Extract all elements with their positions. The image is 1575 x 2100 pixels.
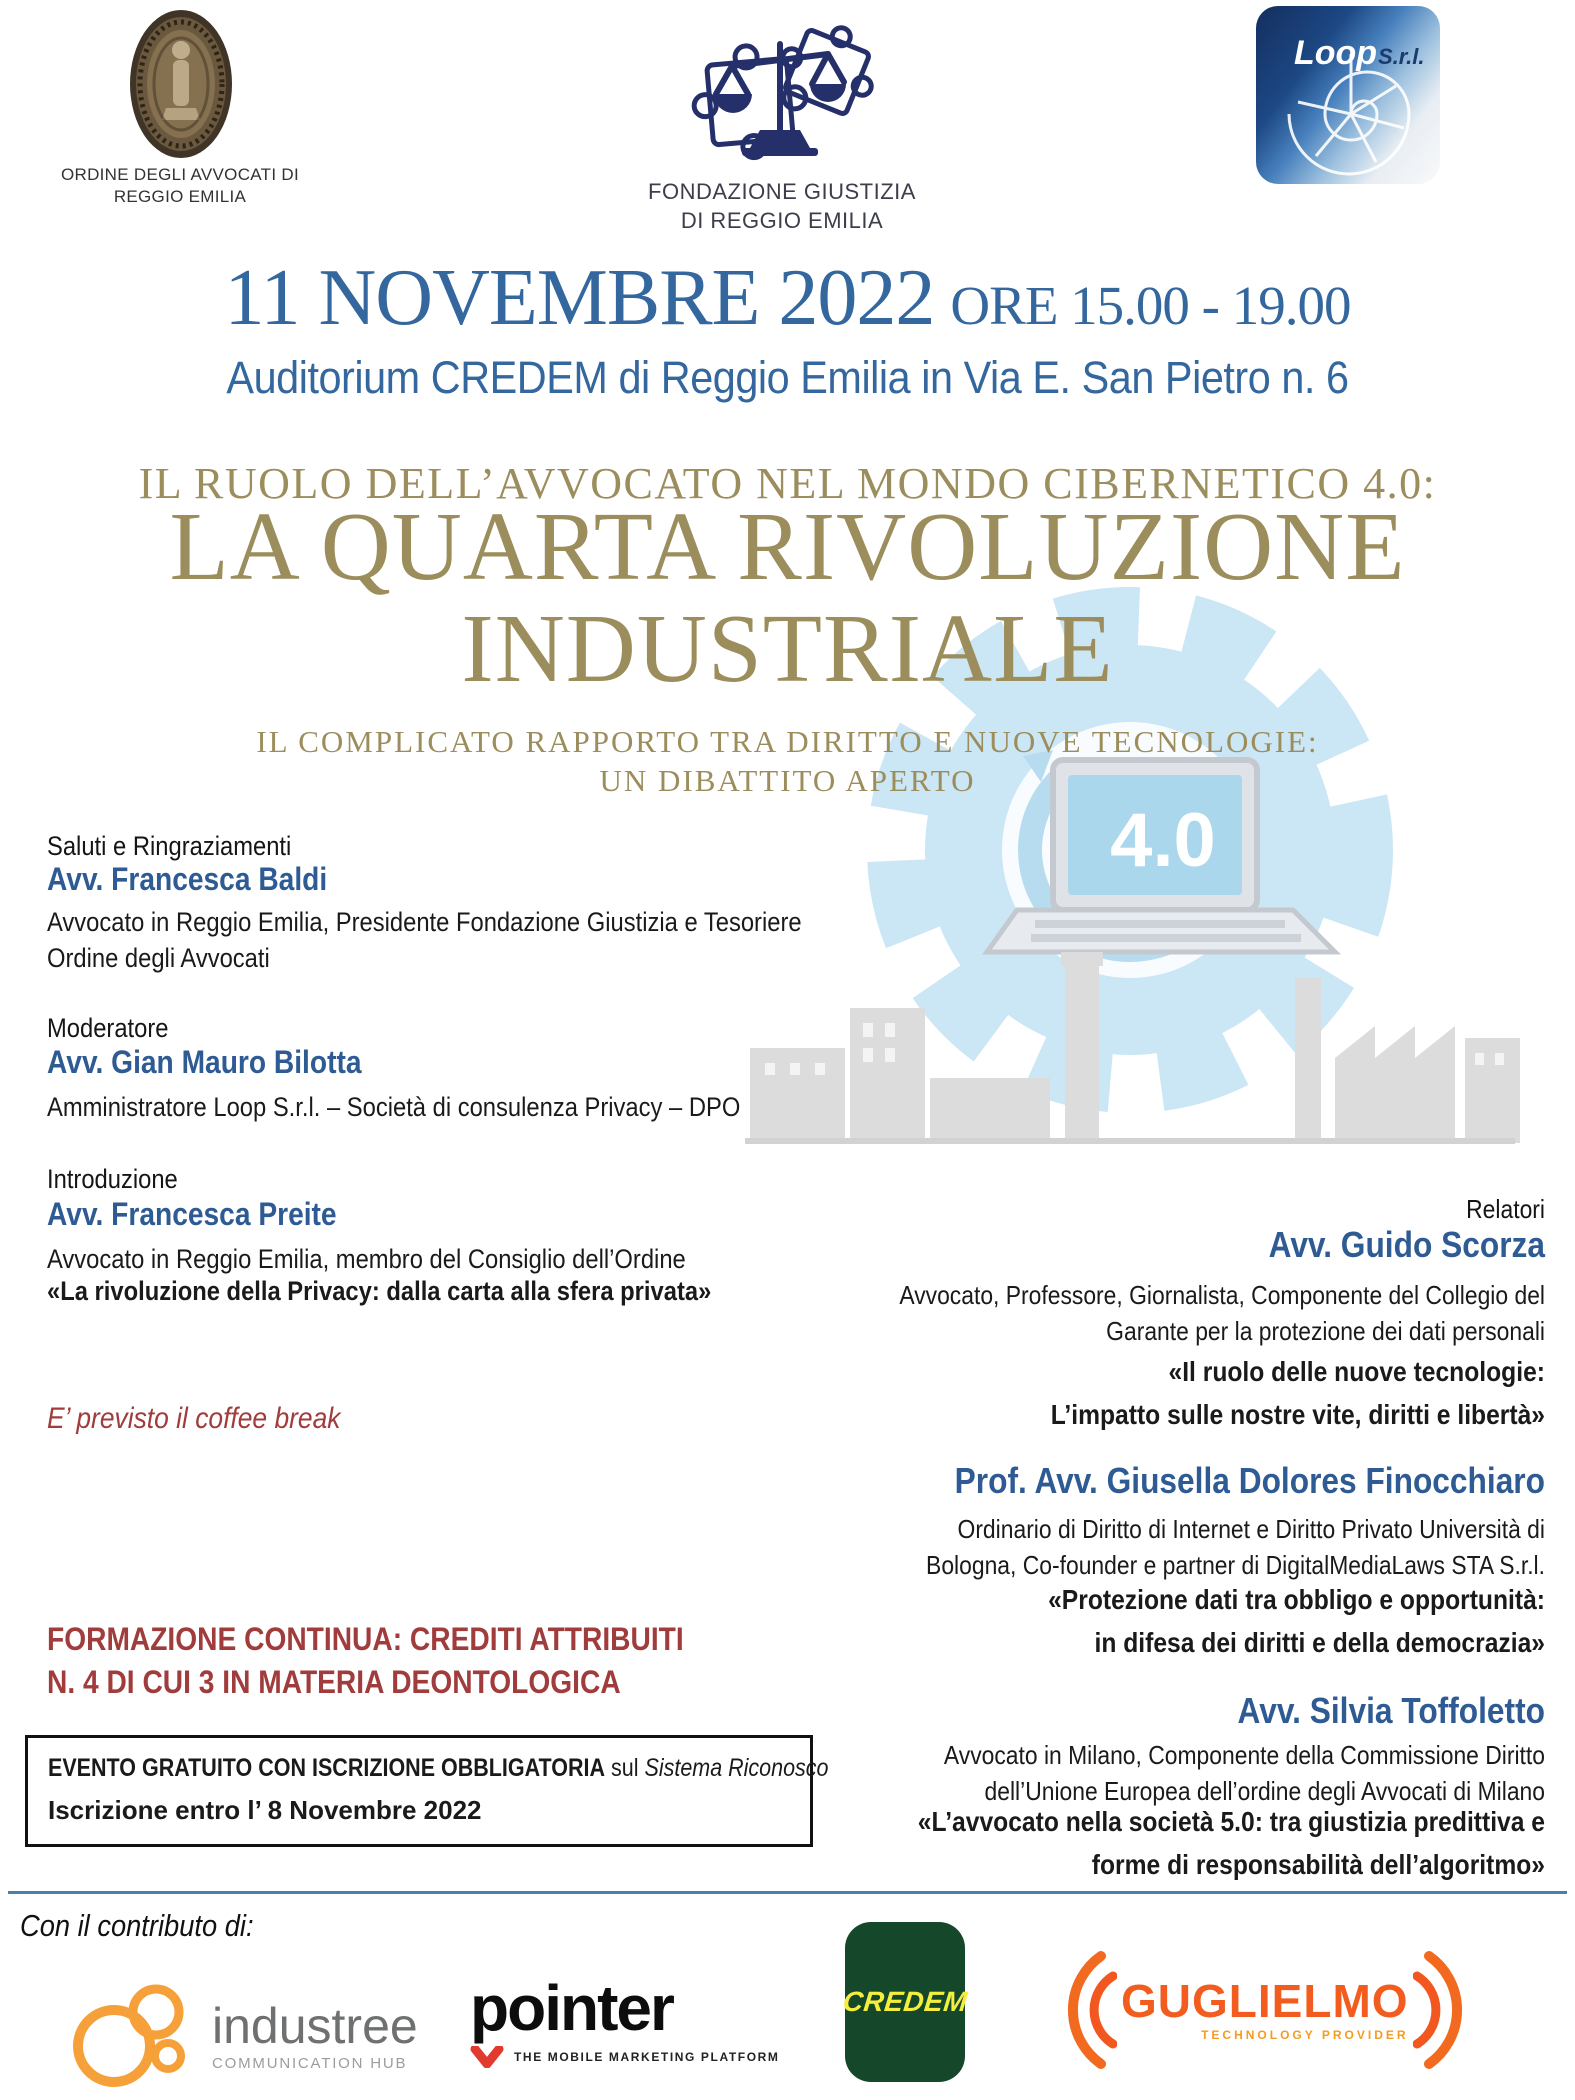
role-introduzione: Introduzione <box>47 1164 178 1194</box>
industree-text <box>212 1997 418 2072</box>
relatori-label: Relatori <box>1466 1194 1545 1224</box>
credits-line2: N. 4 DI CUI 3 IN MATERIA DEONTOLOGICA <box>47 1664 621 1701</box>
loop-suffix: S.r.l. <box>1378 44 1425 69</box>
speaker-toffoletto-desc-line2: dell’Unione Europea dell’ordine degli Avvocati di Milano <box>984 1775 1545 1806</box>
registration-box <box>25 1735 829 1847</box>
speaker-toffoletto-talk <box>876 1800 1545 1887</box>
speaker-scorza-desc-line1: Avvocato, Professore, Giornalista, Componente del Collegio del <box>899 1280 1545 1310</box>
speaker-finocchiaro-talk-line2: in difesa dei diritti e della democrazia» <box>1094 1627 1545 1659</box>
speaker-preite-talk: «La rivoluzione della Privacy: dalla carta alla sfera privata» <box>47 1276 712 1306</box>
registration-italic: Sistema Riconosco <box>644 1754 829 1782</box>
coffee-break-note: E’ previsto il coffee break <box>47 1402 341 1435</box>
speaker-scorza-talk-line1: «Il ruolo delle nuove tecnologie: <box>1168 1356 1545 1387</box>
registration-deadline: Iscrizione entro l’ 8 Novembre 2022 <box>48 1795 482 1825</box>
event-time: ORE 15.00 - 19.00 <box>950 275 1351 336</box>
role-moderatore: Moderatore <box>47 1013 169 1043</box>
speaker-scorza-desc-line2: Garante per la protezione dei dati personali <box>1106 1315 1545 1346</box>
ordine-caption <box>40 164 320 208</box>
footer-label: Con il contributo di: <box>20 1908 254 1943</box>
speaker-finocchiaro-desc-line1: Ordinario di Diritto di Internet e Diritto Privato Università di <box>957 1514 1545 1544</box>
industree-name: industree <box>212 1997 418 2054</box>
speaker-toffoletto-desc-line1: Avvocato in Milano, Componente della Commissione Diritto <box>943 1740 1545 1770</box>
speaker-scorza-name: Avv. Guido Scorza <box>1268 1224 1545 1265</box>
event-title-line1: LA QUARTA RIVOLUZIONE <box>169 493 1406 600</box>
event-date-line <box>0 254 1575 342</box>
fondazione-caption <box>612 178 952 235</box>
watermark-4-0-label: 4.0 <box>1110 798 1216 883</box>
speaker-finocchiaro-talk <box>876 1578 1545 1665</box>
industree-logo <box>62 1984 418 2088</box>
guglielmo-name: GUGLIELMO <box>1121 1975 1409 2027</box>
speaker-baldi-desc-line2: Ordine degli Avvocati <box>47 942 270 973</box>
speaker-toffoletto-talk-line2: forme di responsabilità dell’algoritmo» <box>1091 1849 1545 1881</box>
guglielmo-tagline: TECHNOLOGY PROVIDER <box>1201 2028 1409 2042</box>
guglielmo-left-waves-icon <box>1055 1950 1117 2070</box>
event-venue: Auditorium CREDEM di Reggio Emilia in Via E. San Pietro n. 6 <box>226 352 1349 403</box>
pointer-name: pointer <box>470 1972 673 2044</box>
fondazione-caption-line2: DI REGGIO EMILIA <box>680 207 884 233</box>
speaker-finocchiaro-desc-line2: Bologna, Co-founder e partner di DigitalMediaLaws STA S.r.l. <box>926 1549 1545 1580</box>
event-subtitle-line2: UN DIBATTITO APERTO <box>599 763 976 798</box>
speaker-scorza-talk-line2: L’impatto sulle nostre vite, diritti e libertà» <box>1050 1399 1545 1431</box>
speaker-toffoletto-name: Avv. Silvia Toffoletto <box>1237 1690 1545 1731</box>
loop-nautilus-icon <box>1256 6 1440 184</box>
event-title-line2: INDUSTRIALE <box>461 595 1114 702</box>
guglielmo-logo <box>1055 1950 1475 2070</box>
speaker-finocchiaro-name: Prof. Avv. Giusella Dolores Finocchiaro <box>954 1460 1545 1501</box>
speaker-preite-name: Avv. Francesca Preite <box>47 1196 337 1232</box>
speaker-baldi-desc <box>47 905 802 977</box>
speaker-finocchiaro-talk-line1: «Protezione dati tra obbligo e opportunità: <box>1048 1584 1545 1615</box>
registration-bold: EVENTO GRATUITO CON ISCRIZIONE OBBLIGATORIA <box>48 1754 606 1782</box>
industree-tagline: COMMUNICATION HUB <box>212 2054 408 2072</box>
fondazione-giustizia-logo-icon <box>672 12 892 172</box>
loop-srl-logo <box>1256 6 1440 184</box>
ordine-caption-line2: REGGIO EMILIA <box>113 187 247 207</box>
speaker-scorza-talk <box>876 1350 1545 1437</box>
credits-note <box>47 1618 684 1704</box>
credits-line1: FORMAZIONE CONTINUA: CREDITI ATTRIBUITI <box>47 1621 684 1657</box>
role-saluti: Saluti e Ringraziamenti <box>47 831 292 861</box>
event-subtitle-line1: IL COMPLICATO RAPPORTO TRA DIRITTO E NUOVE TECNOLOGIE: <box>256 724 1319 759</box>
registration-mid: sul <box>611 1754 639 1782</box>
guglielmo-right-waves-icon <box>1413 1950 1475 2070</box>
fondazione-caption-line1: FONDAZIONE GIUSTIZIA <box>648 179 916 204</box>
speaker-preite-desc: Avvocato in Reggio Emilia, membro del Consiglio dell’Ordine <box>47 1244 686 1274</box>
loop-name: Loop <box>1294 34 1378 72</box>
speaker-toffoletto-talk-line1: «L’avvocato nella società 5.0: tra giustizia predittiva e <box>917 1806 1545 1837</box>
industree-circles-icon <box>62 1984 202 2088</box>
pointer-logo <box>470 1972 780 2068</box>
speaker-baldi-name: Avv. Francesca Baldi <box>47 861 328 897</box>
pointer-check-icon <box>470 2046 504 2068</box>
ordine-avvocati-seal-icon <box>128 8 234 160</box>
speaker-toffoletto-desc <box>876 1738 1545 1810</box>
speaker-baldi-desc-line1: Avvocato in Reggio Emilia, Presidente Fondazione Giustizia e Tesoriere <box>47 907 802 937</box>
event-date: 11 NOVEMBRE 2022 <box>224 254 935 342</box>
ordine-caption-line1: ORDINE DEGLI AVVOCATI DI <box>60 165 299 184</box>
speaker-scorza-desc <box>876 1278 1545 1350</box>
speaker-bilotta-desc: Amministratore Loop S.r.l. – Società di consulenza Privacy – DPO <box>47 1092 741 1122</box>
speaker-bilotta-name: Avv. Gian Mauro Bilotta <box>47 1044 362 1080</box>
event-kicker: IL RUOLO DELL’AVVOCATO NEL MONDO CIBERNETICO 4.0: <box>138 459 1437 508</box>
registration-line1 <box>48 1754 829 1783</box>
footer-divider <box>8 1891 1567 1894</box>
credem-name: CREDEM <box>841 1986 969 2017</box>
credem-logo <box>841 1922 969 2082</box>
pointer-tagline: THE MOBILE MARKETING PLATFORM <box>514 2050 780 2064</box>
speaker-finocchiaro-desc <box>876 1512 1545 1584</box>
